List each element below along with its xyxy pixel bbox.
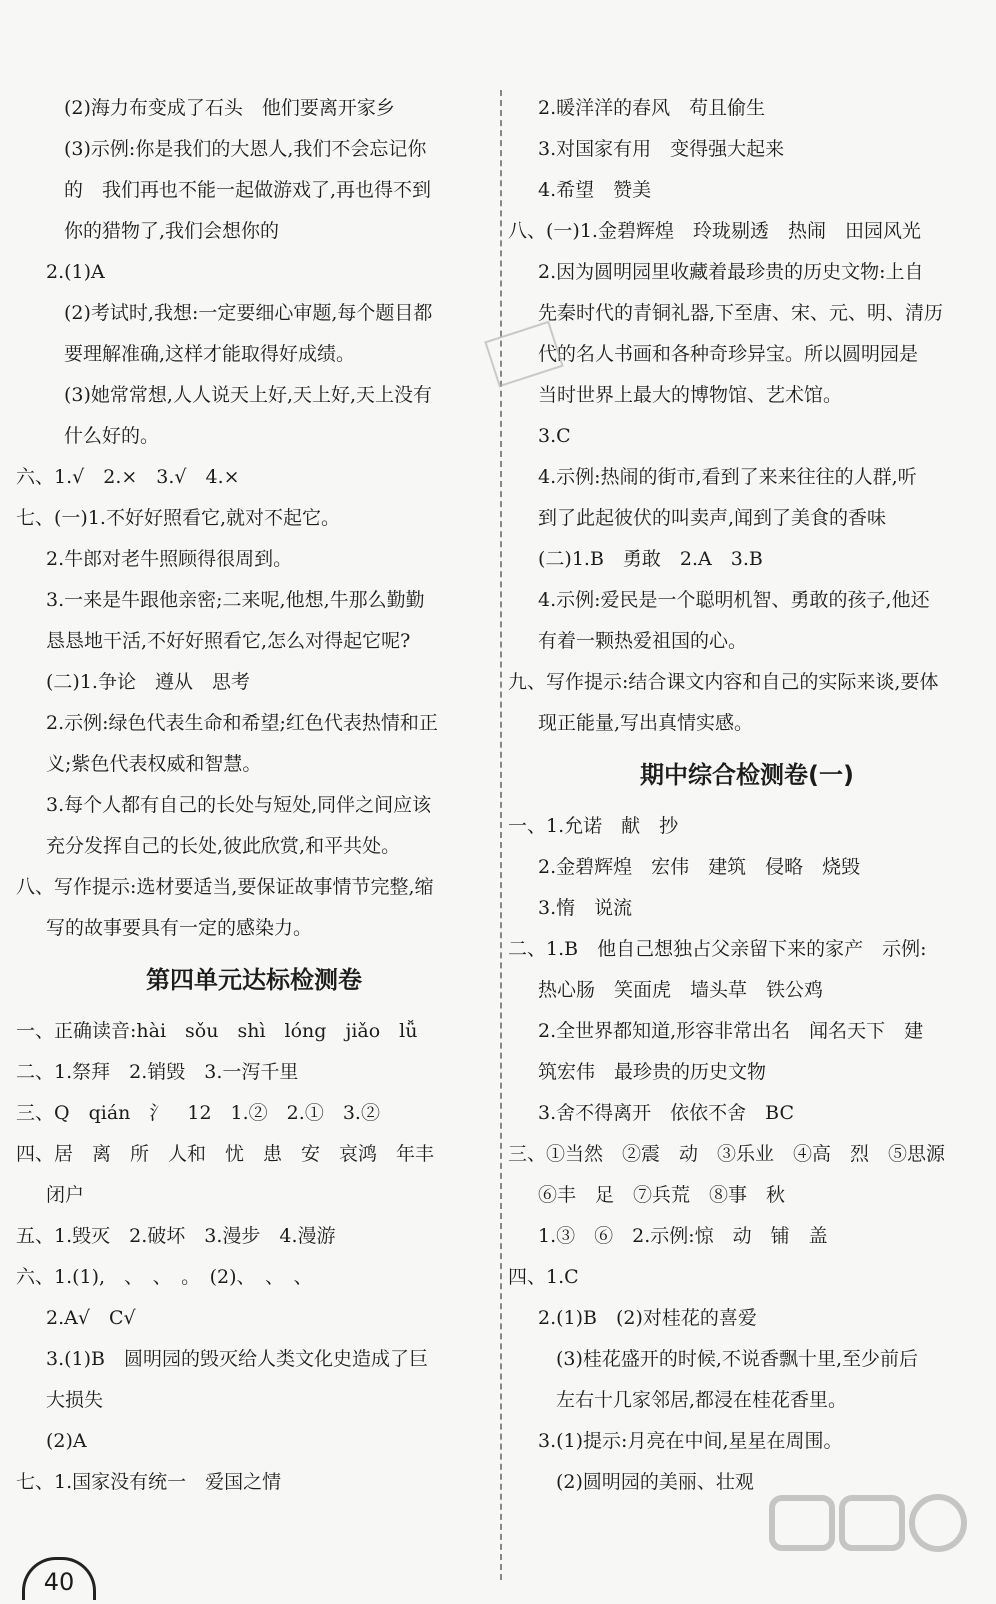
answer-line: 三、Q qián 氵 12 1.② 2.① 3.② xyxy=(16,1102,380,1124)
answer-line: 2.暖洋洋的春风 苟且偷生 xyxy=(538,97,766,119)
answer-line: 一、1.允诺 献 抄 xyxy=(508,815,679,837)
answer-line: 六、1.√ 2.× 3.√ 4.× xyxy=(16,466,240,488)
answer-line: 二、1.祭拜 2.销毁 3.一泻千里 xyxy=(16,1061,299,1083)
answer-line: 2.(1)A xyxy=(46,261,105,283)
right-answers-top xyxy=(508,88,986,744)
answer-line: 2.牛郎对老牛照顾得很周到。 xyxy=(46,548,293,570)
answer-line: 2.示例:绿色代表生命和希望;红色代表热情和正 xyxy=(46,712,438,734)
page-number: 40 xyxy=(22,1557,96,1600)
answer-line: 3.C xyxy=(538,425,571,447)
answer-line: 四、1.C xyxy=(508,1266,579,1288)
unit-four-heading: 第四单元达标检测卷 xyxy=(146,966,362,994)
answer-line: (2)考试时,我想:一定要细心审题,每个题目都 xyxy=(64,302,433,324)
answer-line: 恳恳地干活,不好好照看它,怎么对得起它呢? xyxy=(46,630,411,652)
answer-line: 4.希望 赞美 xyxy=(538,179,652,201)
answer-line: (二)1.B 勇敢 2.A 3.B xyxy=(538,548,763,570)
answer-line: 3.惰 说流 xyxy=(538,897,633,919)
answer-line: (2)圆明园的美丽、壮观 xyxy=(556,1471,754,1493)
answer-line: (3)桂花盛开的时候,不说香飘十里,至少前后 xyxy=(556,1348,918,1370)
answer-line: 热心肠 笑面虎 墙头草 铁公鸡 xyxy=(538,979,824,1001)
answer-line: 三、①当然 ②震 动 ③乐业 ④高 烈 ⑤思源 xyxy=(508,1143,946,1165)
answer-line: (3)示例:你是我们的大恩人,我们不会忘记你 xyxy=(64,138,427,160)
right-answers-bottom xyxy=(508,806,986,1503)
answer-line: 一、正确读音:hài sǒu shì lóng jiǎo lǚ xyxy=(16,1020,418,1042)
answer-line: 4.示例:热闹的街市,看到了来来往往的人群,听 xyxy=(538,466,917,488)
answer-line: 写的故事要具有一定的感染力。 xyxy=(46,917,313,939)
answer-line: 有着一颗热爱祖国的心。 xyxy=(538,630,748,652)
answer-line: 3.(1)提示:月亮在中间,星星在周围。 xyxy=(538,1430,843,1452)
answer-line: 九、写作提示:结合课文内容和自己的实际来谈,要体 xyxy=(508,671,939,693)
answer-line: (2)海力布变成了石头 他们要离开家乡 xyxy=(64,97,395,119)
answer-line: 义;紫色代表权威和智慧。 xyxy=(46,753,262,775)
answer-line: (3)她常常想,人人说天上好,天上好,天上没有 xyxy=(64,384,433,406)
answer-line: 2.金碧辉煌 宏伟 建筑 侵略 烧毁 xyxy=(538,856,861,878)
watermark-logo xyxy=(768,1490,978,1570)
answer-line: 五、1.毁灭 2.破坏 3.漫步 4.漫游 xyxy=(16,1225,336,1247)
answer-line: 七、1.国家没有统一 爱国之情 xyxy=(16,1471,282,1493)
answer-line: 2.A√ C√ xyxy=(46,1307,136,1329)
answer-line: 二、1.B 他自己想独占父亲留下来的家产 示例: xyxy=(508,938,927,960)
answer-line: 1.③ ⑥ 2.示例:惊 动 铺 盖 xyxy=(538,1225,828,1247)
answer-line: 2.全世界都知道,形容非常出名 闻名天下 建 xyxy=(538,1020,924,1042)
left-column xyxy=(16,88,492,1600)
answer-line: 什么好的。 xyxy=(64,425,160,447)
answer-line: 的 我们再也不能一起做游戏了,再也得不到 xyxy=(64,179,432,201)
answer-line: 到了此起彼伏的叫卖声,闻到了美食的香味 xyxy=(538,507,887,529)
answer-line: 七、(一)1.不好好照看它,就对不起它。 xyxy=(16,507,340,529)
answer-line: 当时世界上最大的博物馆、艺术馆。 xyxy=(538,384,843,406)
answer-line: 八、写作提示:选材要适当,要保证故事情节完整,缩 xyxy=(16,876,434,898)
column-divider xyxy=(500,90,502,1580)
answer-line: 大损失 xyxy=(46,1389,104,1411)
answer-line: 3.(1)B 圆明园的毁灭给人类文化史造成了巨 xyxy=(46,1348,429,1370)
left-answers-top xyxy=(16,88,492,949)
right-column xyxy=(508,88,986,1600)
answer-line: 3.舍不得离开 依依不舍 BC xyxy=(538,1102,794,1124)
answer-line: 代的名人书画和各种奇珍异宝。所以圆明园是 xyxy=(538,343,919,365)
answer-line: 2.因为圆明园里收藏着最珍贵的历史文物:上自 xyxy=(538,261,924,283)
answer-line: 你的猎物了,我们会想你的 xyxy=(64,220,280,242)
answer-line: 左右十几家邻居,都浸在桂花香里。 xyxy=(556,1389,848,1411)
answer-line: 筑宏伟 最珍贵的历史文物 xyxy=(538,1061,767,1083)
answer-line: 闭户 xyxy=(46,1184,85,1206)
answer-line: ⑥丰 足 ⑦兵荒 ⑧事 秋 xyxy=(538,1184,786,1206)
answer-line: 四、居 离 所 人和 忧 患 安 哀鸿 年丰 xyxy=(16,1143,435,1165)
answer-line: 3.一来是牛跟他亲密;二来呢,他想,牛那么勤勤 xyxy=(46,589,425,611)
answer-line: 3.每个人都有自己的长处与短处,同伴之间应该 xyxy=(46,794,432,816)
answer-line: 要理解准确,这样才能取得好成绩。 xyxy=(64,343,356,365)
answer-line: 充分发挥自己的长处,彼此欣赏,和平共处。 xyxy=(46,835,401,857)
answer-line: (二)1.争论 遵从 思考 xyxy=(46,671,250,693)
answer-line: 4.示例:爱民是一个聪明机智、勇敢的孩子,他还 xyxy=(538,589,930,611)
answer-line: 八、(一)1.金碧辉煌 玲珑剔透 热闹 田园风光 xyxy=(508,220,921,242)
answer-line: 3.对国家有用 变得强大起来 xyxy=(538,138,785,160)
answer-line: (2)A xyxy=(46,1430,87,1452)
midterm-heading: 期中综合检测卷(一) xyxy=(640,761,854,789)
answer-line: 先秦时代的青铜礼器,下至唐、宋、元、明、清历 xyxy=(538,302,944,324)
answer-line: 现正能量,写出真情实感。 xyxy=(538,712,754,734)
answer-line: 2.(1)B (2)对桂花的喜爱 xyxy=(538,1307,757,1329)
answer-line: 六、1.(1), 、 、 。 (2)、 、 、 xyxy=(16,1266,313,1288)
left-answers-bottom xyxy=(16,1011,492,1503)
